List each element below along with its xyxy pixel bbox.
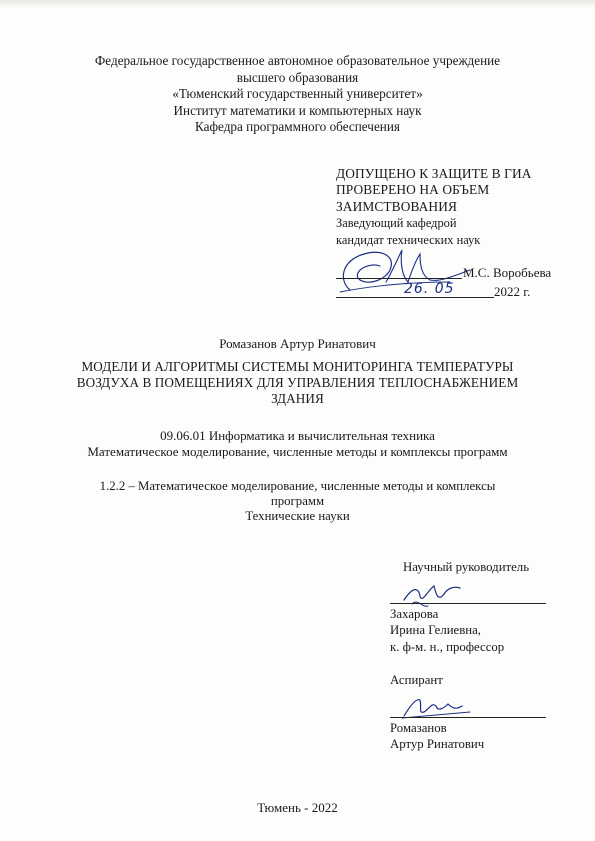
approval-year: 2022 г. <box>494 284 531 299</box>
title-line-3: ЗДАНИЯ <box>271 391 324 406</box>
author-name: Ромазанов Артур Ринатович <box>219 336 376 351</box>
scan-edge <box>0 0 595 8</box>
specialty-block <box>0 479 595 525</box>
supervisor-name: Ирина Гелиевна, <box>390 623 482 638</box>
program-block <box>0 428 595 460</box>
student-role: Аспирант <box>390 673 443 687</box>
title-line-1: МОДЕЛИ И АЛГОРИТМЫ СИСТЕМЫ МОНИТОРИНГА ТЕМПЕРАТУРЫ <box>81 359 514 374</box>
approval-line-2: ПРОВЕРЕНО НА ОБЪЕМ <box>336 182 490 198</box>
supervisor-surname: Захарова <box>390 607 439 621</box>
supervisor-signature-line <box>390 603 546 604</box>
title-line-2: ВОЗДУХА В ПОМЕЩЕНИЯХ ДЛЯ УПРАВЛЕНИЯ ТЕПЛОСНАБЖЕНИЕМ <box>76 375 519 390</box>
head-name: М.С. Воробьева <box>463 265 552 280</box>
approval-line-3: ЗАИМСТВОВАНИЯ <box>336 198 457 214</box>
program-profile: Математическое моделирование, численные методы и комплексы программ <box>87 444 508 459</box>
student-signature-line <box>390 717 546 718</box>
header-line-2: высшего образования <box>236 69 359 85</box>
supervisor-role: Научный руководитель <box>403 560 530 574</box>
student-name: Артур Ринатович <box>390 737 485 752</box>
handwritten-date: 26. 05 <box>404 281 455 297</box>
program-code: 09.06.01 Информатика и вычислительная техника <box>160 428 435 443</box>
approval-line-4: Заведующий кафедрой <box>336 216 457 231</box>
student-details <box>390 720 484 753</box>
header-line-1: Федеральное государственное автономное образовательное учреждение <box>94 53 501 68</box>
specialty-line-1: 1.2.2 – Математическое моделирование, численные методы и комплексы <box>99 479 496 493</box>
student-surname: Ромазанов <box>390 721 447 735</box>
approval-line-5: кандидат технических наук <box>336 232 481 247</box>
supervisor-details <box>390 606 504 655</box>
date-line <box>336 297 494 298</box>
city-year: Тюмень - 2022 <box>257 800 338 815</box>
approval-line-1: ДОПУЩЕНО К ЗАЩИТЕ В ГИА <box>336 166 532 181</box>
science-field: Технические науки <box>245 509 350 524</box>
header-line-4: Институт математики и компьютерных наук <box>173 102 422 118</box>
institution-header <box>0 53 595 136</box>
header-line-5: Кафедра программного обеспечения <box>195 119 400 135</box>
supervisor-degree: к. ф-м. н., профессор <box>390 639 505 654</box>
head-signature-line <box>336 278 462 279</box>
thesis-title <box>0 359 595 407</box>
header-line-3: «Тюменский государственный университет» <box>172 86 423 102</box>
approval-block <box>336 166 532 248</box>
specialty-line-2: программ <box>270 494 325 509</box>
